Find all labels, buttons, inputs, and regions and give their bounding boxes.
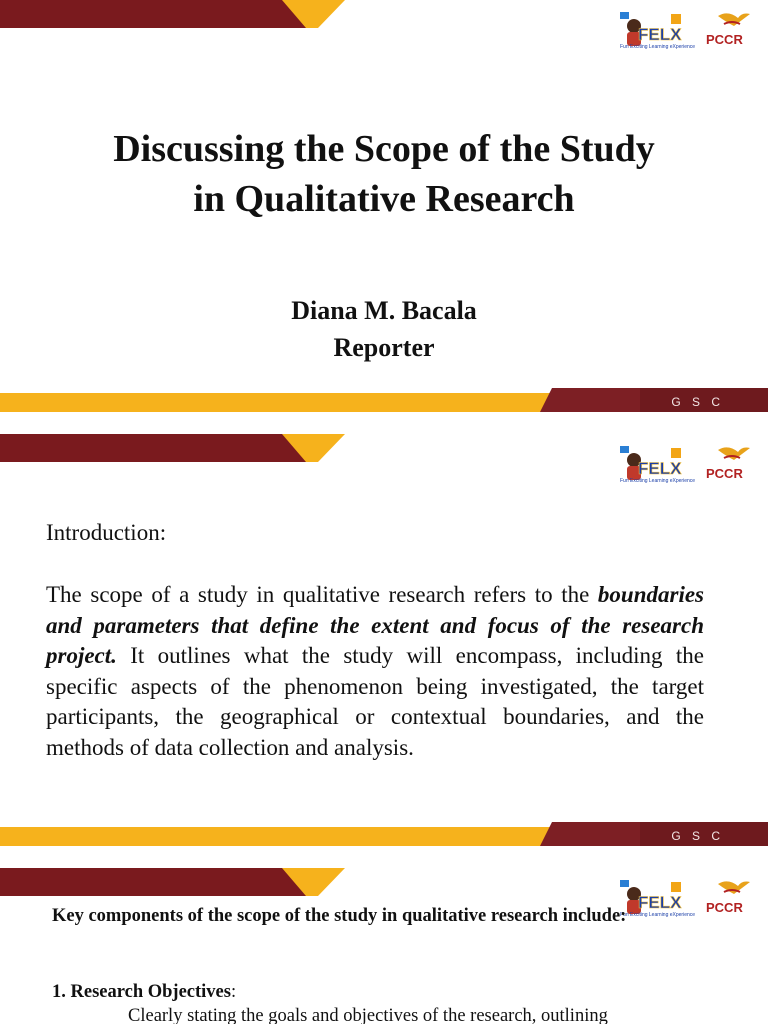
svg-text:PCCR: PCCR — [706, 466, 743, 481]
svg-text:FELX: FELX — [638, 893, 682, 912]
svg-text:Fun Exciting Learning eXperien: Fun Exciting Learning eXperience — [620, 912, 696, 918]
title-line-1: Discussing the Scope of the Study — [113, 128, 655, 170]
felx-pccr-logo — [616, 8, 752, 50]
reporter-name: Diana M. Bacala — [291, 296, 477, 325]
research-objectives-colon: : — [230, 982, 237, 1002]
footer-gsc-label: G S C — [671, 395, 724, 409]
research-objectives-item — [52, 982, 236, 1003]
research-objectives-label: 1. Research Objectives — [52, 982, 231, 1002]
para-start: The scope of a study in qualitative research refers to the — [46, 582, 598, 607]
para-end: It outlines what the study will encompass, including the specific aspects of the phenomenon being investigated, the target participants, the geographical or contextual boundaries, and the methods of data collection and analysis. — [46, 643, 704, 760]
research-objectives-description: Clearly stating the goals and objectives of the research, outlining — [128, 1006, 608, 1024]
slide-title — [0, 0, 768, 412]
introduction-paragraph — [46, 580, 704, 763]
bottom-banner — [0, 388, 768, 412]
slide-key-components — [0, 868, 768, 1024]
svg-text:FELX: FELX — [638, 25, 682, 44]
slide-title-heading — [0, 124, 768, 224]
felx-pccr-logo — [616, 442, 752, 484]
svg-text:FELX: FELX — [638, 459, 682, 478]
slide-introduction — [0, 434, 768, 846]
para-emphasis: boundaries and parameters that define the extent and focus of the research project. — [46, 582, 704, 668]
introduction-heading: Introduction: — [46, 520, 167, 545]
reporter-block — [0, 292, 768, 366]
svg-text:Fun Exciting Learning eXperien: Fun Exciting Learning eXperience — [620, 44, 696, 50]
reporter-role: Reporter — [333, 333, 435, 362]
svg-text:Fun Exciting Learning eXperien: Fun Exciting Learning eXperience — [620, 478, 696, 484]
bottom-banner — [0, 822, 768, 846]
key-components-heading: Key components of the scope of the study in qualitative research include: — [52, 906, 627, 926]
title-line-2: in Qualitative Research — [193, 178, 575, 220]
svg-text:PCCR: PCCR — [706, 32, 743, 47]
footer-gsc-label: G S C — [671, 829, 724, 843]
svg-text:PCCR: PCCR — [706, 900, 743, 915]
